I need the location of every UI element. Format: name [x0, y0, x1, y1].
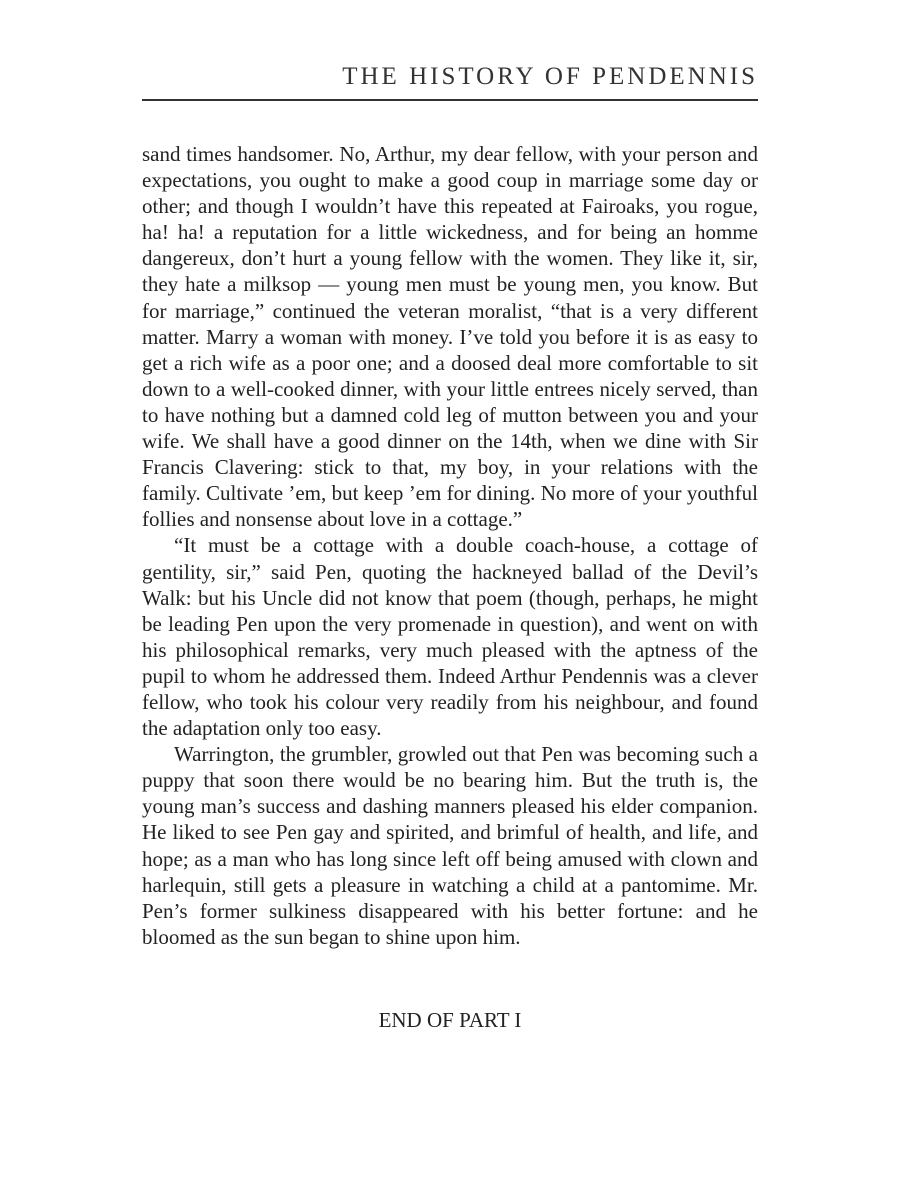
paragraph: Warrington, the grumbler, growled out that Pen was becoming such a puppy that soon there would be no bearing him. But the truth is, the young man’s success and dashing manners pleased his elder companion. He liked to see Pen gay and spirited, and brimful of health, and life, and hope; as a man who has long since left off being amused with clown and harlequin, still gets a pleasure in watching a child at a pantomime. Mr. Pen’s former sulkiness disappeared with his better fortune: and he bloomed as the sun began to shine upon him. — [142, 742, 758, 949]
paragraph: sand times handsomer. No, Arthur, my dear fellow, with your person and expectations, you ought to make a good coup in marriage some day or other; and though I wouldn’t have this repeated at Fairoaks, you rogue, ha! ha! a reputation for a little wickedness, and for being an homme dangereux, don’t hurt a young fellow with the women. They like it, sir, they hate a milksop — young men must be young men, you know. But for marriage,” continued the veteran moralist, “that is a very different matter. Marry a woman with money. I’ve told you before it is as easy to get a rich wife as a poor one; and a doosed deal more comfortable to sit down to a well-cooked dinner, with your little entrees nicely served, than to have nothing but a damned cold leg of mutton between you and your wife. We shall have a good dinner on the 14th, when we dine with Sir Francis Clavering: stick to that, my boy, in your relations with the family. Cultivate ’em, but keep ’em for dining. No more of your youthful follies and nonsense about love in a cottage.” — [142, 142, 758, 532]
running-title: THE HISTORY OF PENDENNIS — [342, 63, 758, 90]
body-text — [142, 141, 758, 950]
paragraph: “It must be a cottage with a double coach-house, a cottage of gentility, sir,” said Pen, quoting the hackneyed ballad of the Devil’s Walk: but his Uncle did not know that poem (though, perhaps, he might be leading Pen upon the very promenade in question), and went on with his philosophical remarks, very much pleased with the aptness of the pupil to whom he addressed them. Indeed Arthur Pendennis was a clever fellow, who took his colour very readily from his neighbour, and found the adaptation only too easy. — [142, 533, 758, 741]
end-of-part-heading: END OF PART I — [378, 1008, 522, 1032]
header-rule — [142, 99, 758, 101]
